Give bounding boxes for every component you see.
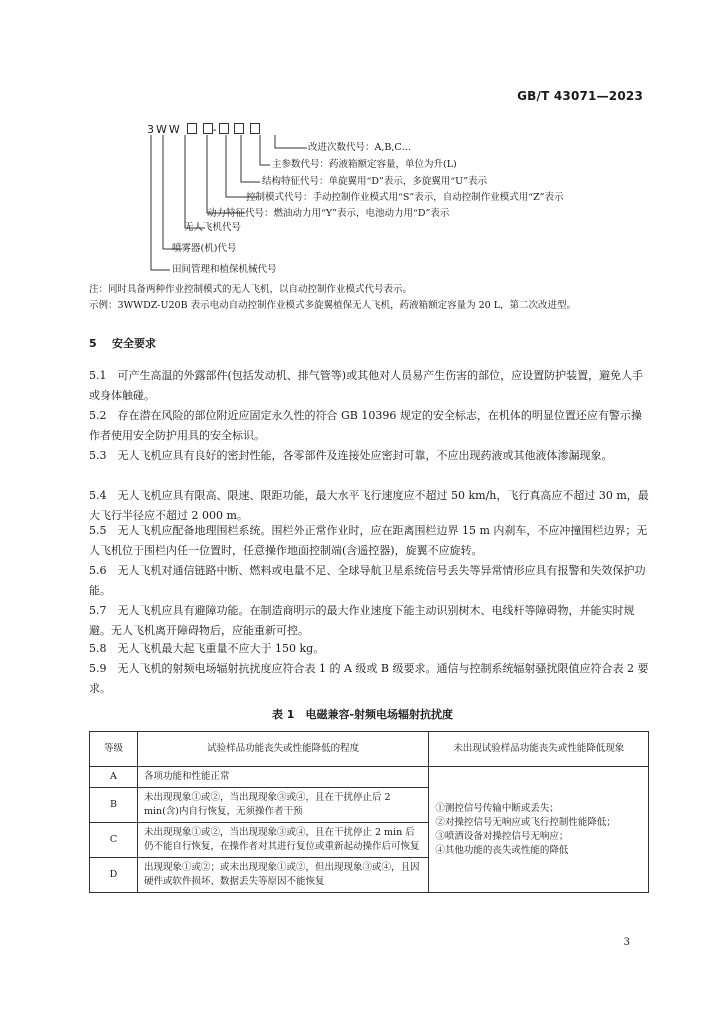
phenomenon-item: ③喷洒设备对操控信号无响应； (435, 830, 569, 842)
code-label-power: 动力特征代号：燃油动力用“Y”表示，电池动力用“D”表示 (207, 208, 450, 219)
paragraph-5-6: 5.6 无人飞机对通信链路中断、燃料或电量不足、全球导航卫星系统信号丢失等异常情形应具有报警和失效保护功能。 (89, 564, 646, 597)
code-label-control-mode: 控制模式代号：手动控制作业模式用“S”表示，自动控制作业模式用“Z”表示 (246, 192, 564, 203)
grade-cell: B (90, 788, 138, 823)
example: 示例：3WWDZ-U20B 表示电动自动控制作业模式多旋翼植保无人飞机，药液箱额定容量为 20 L，第二次改进型。 (89, 300, 577, 311)
phenomenon-item: ②对操控信号无响应或飞行控制性能降低； (435, 816, 616, 828)
table-title: 表 1 电磁兼容-射频电场辐射抗扰度 (271, 708, 454, 721)
code-label-revision: 改进次数代号：A,B,C… (308, 142, 412, 153)
paragraph-5-4: 5.4 无人飞机应具有限高、限速、限距功能，最大水平飞行速度应不超过 50 km/h，飞行真高应不超过 30 m，最大飞行半径应不超过 2 000 m。 (89, 489, 649, 522)
grade-cell: A (90, 767, 138, 788)
phenomenon-item: ①测控信号传输中断或丢失； (435, 802, 559, 814)
code-label-main-parameter: 主参数代号：药液箱额定容量，单位为升(L) (272, 159, 457, 170)
note: 注：同时具备两种作业控制模式的无人飞机，以自动控制作业模式代号表示。 (89, 284, 413, 295)
paragraph-5-2: 5.2 存在潜在风险的部位附近应固定永久性的符合 GB 10396 规定的安全标志，在机体的明显位置还应有警示操作者使用安全防护用具的安全标识。 (89, 409, 642, 442)
phenomena-cell (429, 767, 649, 893)
header-no-loss: 未出现试验样品功能丧失或性能降低现象 (429, 732, 649, 767)
section-number: 5 (89, 337, 97, 350)
emc-immunity-table (89, 731, 649, 893)
header-degree: 试验样品功能丧失或性能降低的程度 (137, 732, 428, 767)
code-label-drone: 无人飞机代号 (184, 222, 242, 233)
standard-number: GB/T 43071—2023 (517, 89, 643, 103)
code-label-field-management: 田间管理和植保机械代号 (172, 264, 277, 275)
paragraph-5-5: 5.5 无人飞机应配备地理围栏系统。围栏外正常作业时，应在距离围栏边界 15 m 内刹车，不应冲撞围栏边界；无人飞机位于围栏内任一位置时，任意操作地面控制端(含遥控器)，旋翼不应旋转。 (89, 524, 648, 557)
section-heading (89, 335, 156, 351)
table-header-row (90, 732, 649, 767)
description-cell: 未出现现象①或②，当出现现象③或④，且在干扰停止后 2 min(含)内自行恢复，无须操作者干预 (137, 788, 428, 823)
paragraph-5-3: 5.3 无人飞机应具有良好的密封性能，各零部件及连接处应密封可靠，不应出现药液或其他液体渗漏现象。 (89, 449, 613, 462)
section-title: 安全要求 (111, 337, 156, 350)
paragraph-5-8: 5.8 无人飞机最大起飞重量不应大于 150 kg。 (89, 642, 325, 655)
code-label-sprayer: 喷雾器(机)代号 (172, 243, 237, 254)
phenomenon-item: ④其他功能的丧失或性能的降低 (435, 844, 569, 856)
grade-cell: D (90, 858, 138, 893)
model-code-dash: - (212, 123, 219, 136)
header-grade: 等级 (90, 732, 138, 767)
paragraph-5-9: 5.9 无人飞机的射频电场辐射抗扰度应符合表 1 的 A 级或 B 级要求。通信与控制系统辐射骚扰限值应符合表 2 要求。 (89, 662, 649, 695)
table-row (90, 767, 649, 788)
description-cell: 出现现象①或②；或未出现现象①或②，但出现现象③或④，且因硬件或软件损坏、数据丢失等原因不能恢复 (137, 858, 428, 893)
description-cell: 未出现现象①或②，当出现现象③或④，且在干扰停止 2 min 后仍不能自行恢复，在操作者对其进行复位或重新起动操作后可恢复 (137, 823, 428, 858)
grade-cell: C (90, 823, 138, 858)
paragraph-5-1: 5.1 可产生高温的外露部件(包括发动机、排气管等)或其他对人员易产生伤害的部位，应设置防护装置，避免人手或身体触碰。 (89, 369, 644, 402)
page-number: 3 (623, 937, 630, 948)
paragraph-5-7: 5.7 无人飞机应具有避障功能。在制造商明示的最大作业速度下能主动识别树木、电线杆等障碍物，并能实时规避。无人飞机离开障碍物后，应能重新可控。 (89, 604, 635, 637)
model-code-letters: 3WW (147, 123, 182, 136)
description-cell: 各项功能和性能正常 (137, 767, 428, 788)
code-label-structure: 结构特征代号：单旋翼用“D”表示，多旋翼用“U”表示 (262, 176, 488, 187)
